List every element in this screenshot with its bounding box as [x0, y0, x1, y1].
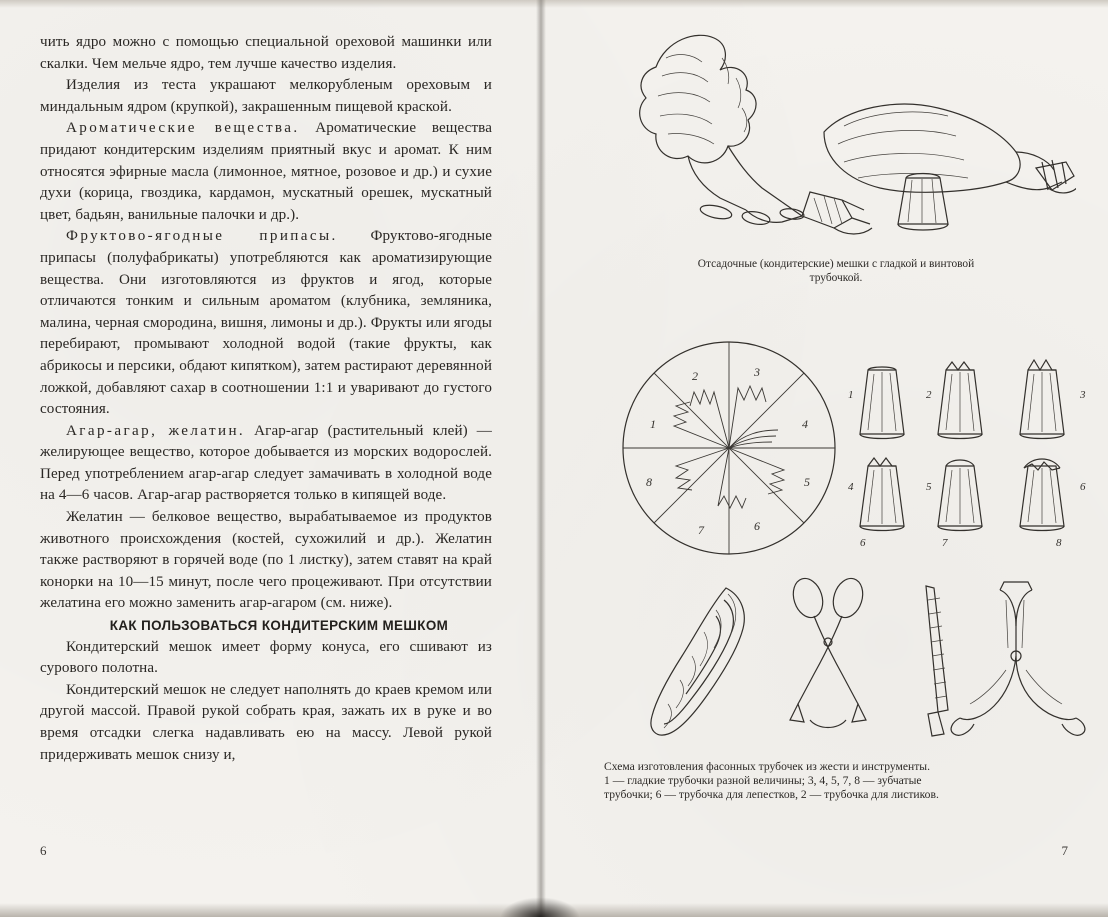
- caption-line: Схема изготовления фасонных трубочек из жести и инструменты.: [604, 760, 930, 773]
- paragraph: Желатин — белковое вещество, вырабатываемое из продуктов животного происхождения (костей, сухожилий и др.). Желатин также растворяют в горячей воде (по 1 листку), затем ставят на край конорки на 10—15 минут, после чего процеживают. При отсутствии желатина его можно заменить агар-агаром (см. ниже).: [40, 509, 492, 612]
- paragraph: Кондитерский мешок не следует наполнять до краев кремом или другой массой. Правой рукой собрать края, зажать их в руке и во время отсадки слегка надавливать ею на массу. Левой рукой придерживать мешок снизу и,: [40, 681, 492, 763]
- sector-label: 1: [650, 417, 656, 431]
- sector-label: 4: [802, 417, 808, 431]
- caption-line: трубочкой.: [809, 271, 863, 284]
- figure-tools: [596, 570, 1096, 760]
- right-page: [546, 0, 1108, 917]
- tip-label: 5: [926, 481, 932, 493]
- body-text-column: [40, 32, 492, 766]
- tip-label: 2: [926, 389, 932, 401]
- sector-label: 6: [754, 519, 760, 533]
- circle-scheme-illustration: [614, 330, 844, 570]
- tip-label: 1: [848, 389, 854, 401]
- paragraph: Кондитерский мешок имеет форму конуса, его сшивают из сурового полотна.: [40, 638, 492, 677]
- tip-label: 6: [860, 537, 866, 549]
- figure-top-caption: [596, 258, 1076, 285]
- paragraph: Фруктово-ягодные припасы. Фруктово-ягодные припасы (полуфабрикаты) употребляются как ароматизирующие вещества. Они изготовляются из фруктов и ягод, которые отличаются тонким и сильным ароматом (клубника, земляника, малина, черная смородина, вишня, лимоны и др.). Фрукты или ягоды перебирают, промывают холодной водой (такие фрукты, как абрикосы и персики, обдают кипятком), затем растирают деревянной ложкой, добавляют сахар в соотношении 1:1 и уваривают до густого состояния.: [40, 228, 493, 418]
- sector-label: 5: [804, 475, 810, 489]
- sector-label: 2: [692, 369, 698, 383]
- tools-illustration: [596, 570, 1096, 760]
- caption-line: трубочки; 6 — трубочка для лепестков, 2 — трубочка для листиков.: [604, 788, 939, 802]
- left-page: [0, 0, 536, 917]
- paragraph: Изделия из теста украшают мелкорубленым ореховым и миндальным ядром (крупкой), закрашенным пищевой краской.: [40, 77, 492, 115]
- page-number-right: 7: [1061, 843, 1068, 858]
- tip-label: 7: [942, 537, 948, 549]
- tip-label: 3: [1080, 389, 1086, 401]
- book-spine: [536, 0, 546, 917]
- sector-label: 7: [698, 523, 704, 537]
- caption-line: 1 — гладкие трубочки разной величины; 3, 4, 5, 7, 8 — зубчатые: [604, 774, 922, 788]
- tip-label: 4: [848, 481, 854, 493]
- sector-label: 3: [754, 365, 760, 379]
- piping-bags-illustration: [596, 12, 1076, 252]
- figure-bottom-caption: [604, 760, 1102, 803]
- figure-nozzle-tips: [846, 340, 1096, 580]
- tip-label: 8: [1056, 537, 1062, 549]
- paragraph: Ароматические вещества. Ароматические вещества придают кондитерским изделиям приятный вкус и аромат. К ним относятся эфирные масла (лимонное, мятное, розовое и др.) и сухие духи (корица, гвоздика, кардамон, мускатный орешек, мускатный цвет, бадьян, ванильные палочки и др.).: [40, 120, 492, 223]
- page-number-left: 6: [40, 843, 47, 858]
- paragraph: чить ядро можно с помощью специальной ореховой машинки или скалки. Чем мельче ядро, тем лучше качество изделия.: [40, 34, 492, 72]
- figure-circle-scheme: [614, 330, 844, 570]
- sector-label: 8: [646, 475, 652, 489]
- caption-line: Отсадочные (кондитерские) мешки с гладкой и винтовой: [697, 258, 975, 270]
- figure-piping-bags: [596, 12, 1076, 284]
- nozzle-tips-illustration: [846, 340, 1096, 580]
- section-heading: КАК ПОЛЬЗОВАТЬСЯ КОНДИТЕРСКИМ МЕШКОМ: [109, 618, 449, 634]
- tip-label: 6: [1080, 481, 1086, 493]
- paragraph: Агар-агар, желатин. Агар-агар (растительный клей) — желирующее вещество, которое добывается из морских водорослей. Перед употреблением агар-агар следует замачивать в холодной воде на 4—6 часов. Агар-агар растворяется только в кипящей воде.: [40, 422, 492, 504]
